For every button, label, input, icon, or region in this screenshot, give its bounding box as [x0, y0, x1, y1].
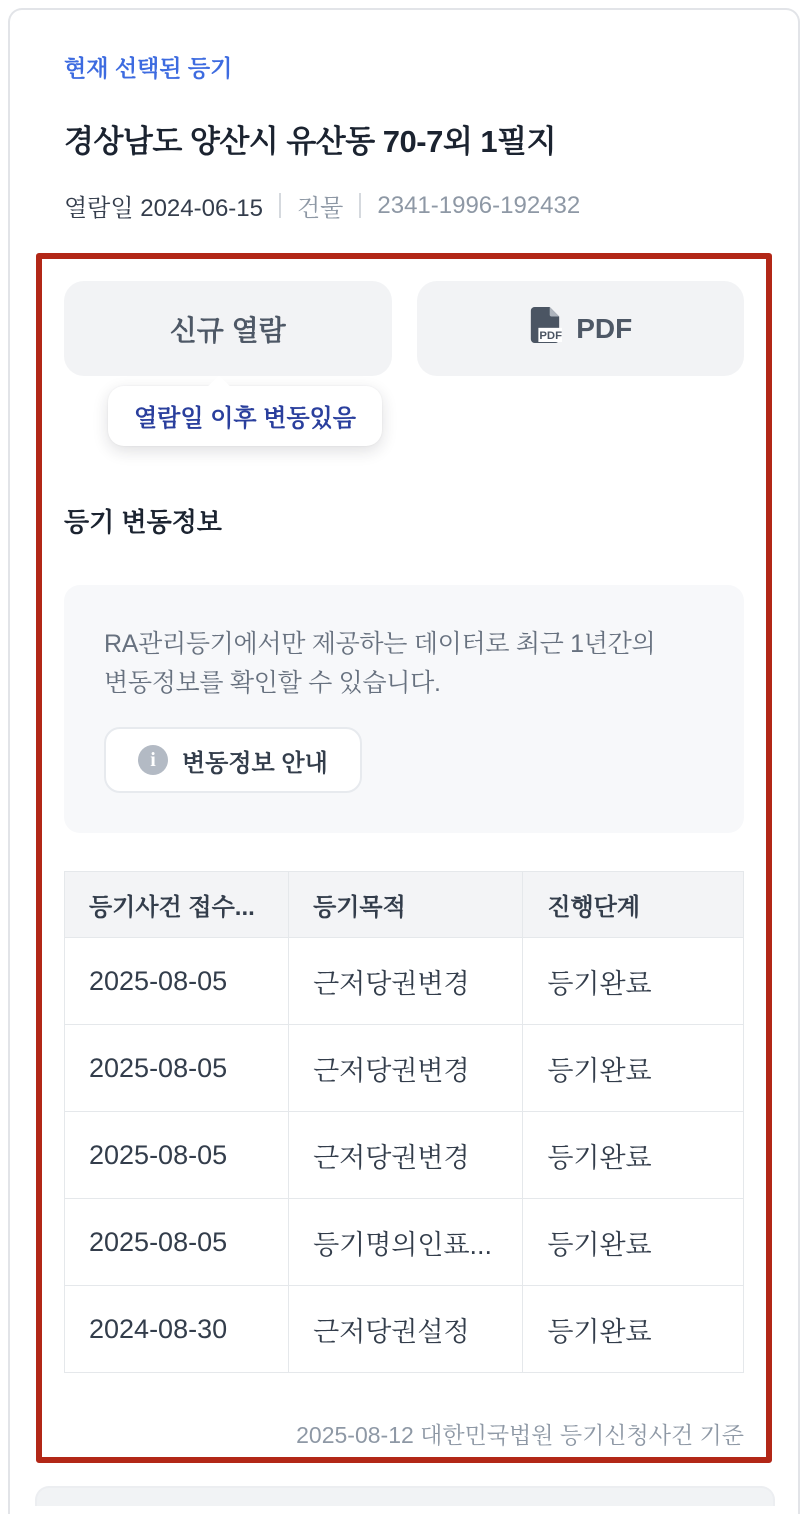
- pdf-file-icon: [528, 306, 562, 351]
- table-row: [65, 1025, 744, 1112]
- column-header-purpose: 등기목적: [289, 872, 523, 938]
- pdf-button-label: PDF: [576, 312, 633, 344]
- change-info-guide-button[interactable]: [104, 727, 362, 793]
- property-type: 건물: [297, 195, 344, 222]
- table-footnote: 2025-08-12 대한민국법원 등기신청사건 기준: [296, 1422, 744, 1448]
- highlight-outline: [36, 253, 772, 1463]
- cell-purpose: 근저당권변경: [289, 938, 523, 1025]
- meta-divider: [359, 193, 361, 218]
- description-line-1: RA관리등기에서만 제공하는 데이터로 최근 1년간의: [104, 630, 656, 658]
- guide-button-label: 변동정보 안내: [182, 749, 328, 777]
- cell-receipt-date: 2024-08-30: [65, 1286, 289, 1373]
- partially-visible-bottom-button[interactable]: [35, 1486, 775, 1506]
- tooltip-anchor: [64, 376, 744, 444]
- change-info-card: [64, 585, 744, 833]
- table-header-row: [65, 872, 744, 938]
- registry-meta: [64, 188, 798, 223]
- registry-events-table: [64, 871, 744, 1373]
- cell-purpose: 근저당권변경: [289, 1025, 523, 1112]
- change-notice-tooltip: [108, 386, 382, 446]
- change-info-description: [104, 625, 704, 703]
- cell-status: 등기완료: [523, 1112, 744, 1199]
- page-title: 경상남도 양산시 유산동 70-7외 1필지: [64, 124, 557, 159]
- cell-status: 등기완료: [523, 1025, 744, 1112]
- table-row: [65, 1199, 744, 1286]
- table-row: [65, 938, 744, 1025]
- cell-purpose: 근저당권설정: [289, 1286, 523, 1373]
- svg-text:PDF: PDF: [539, 330, 563, 343]
- cell-receipt-date: 2025-08-05: [65, 1112, 289, 1199]
- cell-receipt-date: 2025-08-05: [65, 1025, 289, 1112]
- change-info-heading: 등기 변동정보: [64, 507, 222, 537]
- cell-status: 등기완료: [523, 938, 744, 1025]
- cell-status: 등기완료: [523, 1199, 744, 1286]
- meta-divider: [279, 193, 281, 218]
- info-icon: i: [138, 745, 168, 775]
- cell-receipt-date: 2025-08-05: [65, 938, 289, 1025]
- column-header-receipt-date: 등기사건 접수...: [65, 872, 289, 938]
- cell-purpose: 근저당권변경: [289, 1112, 523, 1199]
- registry-detail-card: [8, 8, 800, 1514]
- action-button-row: [64, 281, 744, 376]
- description-line-2: 변동정보를 확인할 수 있습니다.: [104, 669, 441, 697]
- cell-purpose: 등기명의인표...: [289, 1199, 523, 1286]
- registry-number: 2341-1996-192432: [377, 191, 581, 219]
- section-label: 현재 선택된 등기: [64, 55, 233, 81]
- table-row: [65, 1286, 744, 1373]
- view-date: 열람일 2024-06-15: [64, 195, 263, 222]
- column-header-status: 진행단계: [523, 872, 744, 938]
- table-row: [65, 1112, 744, 1199]
- tooltip-text: 열람일 이후 변동있음: [134, 405, 356, 432]
- cell-receipt-date: 2025-08-05: [65, 1199, 289, 1286]
- cell-status: 등기완료: [523, 1286, 744, 1373]
- new-view-button[interactable]: [64, 281, 392, 376]
- new-view-button-label: 신규 열람: [169, 314, 286, 346]
- pdf-button[interactable]: [417, 281, 745, 376]
